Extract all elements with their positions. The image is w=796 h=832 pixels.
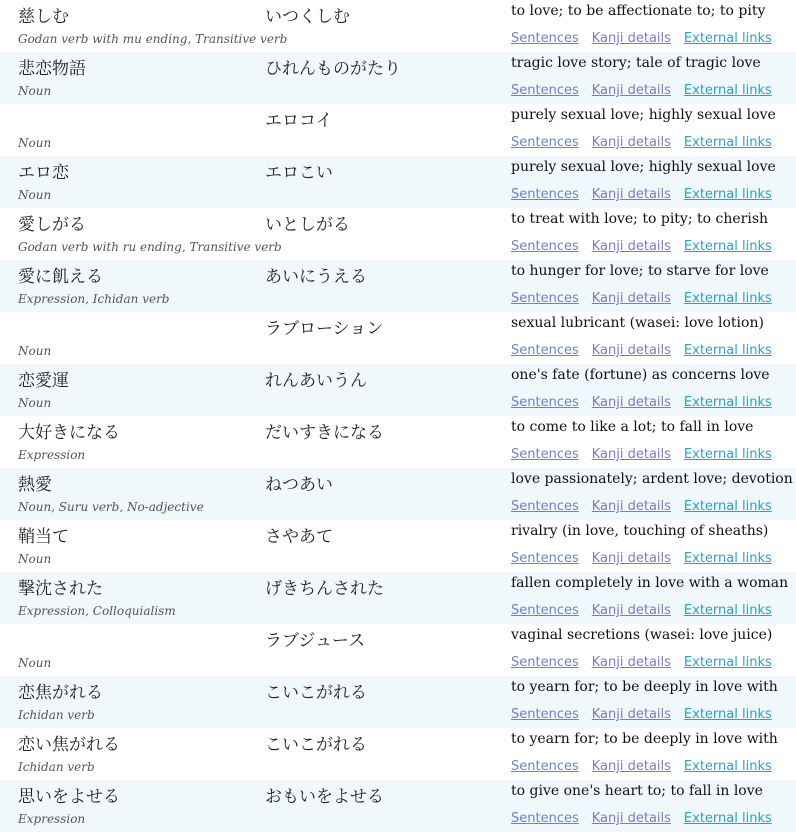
external-links-link[interactable]: External links [683, 551, 772, 566]
meaning-text: to hunger for love; to starve for love [511, 263, 769, 279]
meaning-text: sexual lubricant (wasei: love lotion) [511, 315, 764, 331]
meaning-text: to love; to be affectionate to; to pity [511, 3, 766, 19]
reading-text: いとしがる [265, 215, 350, 235]
reading-text: こいこがれる [265, 683, 367, 703]
entry-links [511, 343, 772, 358]
meaning-text: to give one's heart to; to fall in love [511, 783, 763, 799]
entry-links [511, 603, 772, 618]
kanji-details-link[interactable]: Kanji details [591, 447, 671, 462]
part-of-speech: Ichidan verb [18, 760, 95, 774]
list-item [0, 364, 796, 416]
reading-text: ひれんものがたり [265, 59, 401, 79]
meaning-text: to yearn for; to be deeply in love with [511, 679, 778, 695]
sentences-link[interactable]: Sentences [511, 135, 579, 150]
word-text: 思いをよせる [18, 787, 120, 807]
sentences-link[interactable]: Sentences [511, 239, 579, 254]
external-links-link[interactable]: External links [683, 135, 772, 150]
kanji-details-link[interactable]: Kanji details [591, 31, 671, 46]
sentences-link[interactable]: Sentences [511, 499, 579, 514]
word-text: 愛に飢える [18, 267, 103, 287]
meaning-text: vaginal secretions (wasei: love juice) [511, 627, 773, 643]
external-links-link[interactable]: External links [683, 343, 772, 358]
list-item [0, 52, 796, 104]
kanji-details-link[interactable]: Kanji details [591, 395, 671, 410]
list-item [0, 468, 796, 520]
reading-text: れんあいうん [265, 371, 367, 391]
list-item [0, 780, 796, 832]
kanji-details-link[interactable]: Kanji details [591, 811, 671, 826]
sentences-link[interactable]: Sentences [511, 187, 579, 202]
entry-links [511, 187, 772, 202]
entry-links [511, 551, 772, 566]
kanji-details-link[interactable]: Kanji details [591, 83, 671, 98]
meaning-text: to treat with love; to pity; to cherish [511, 211, 769, 227]
reading-text: ラブローション [265, 319, 384, 339]
entry-links [511, 499, 772, 514]
external-links-link[interactable]: External links [683, 499, 772, 514]
meaning-text: rivalry (in love, touching of sheaths) [511, 523, 769, 539]
part-of-speech: Noun [18, 136, 52, 150]
meaning-text: to come to like a lot; to fall in love [511, 419, 754, 435]
list-item [0, 208, 796, 260]
entry-links [511, 395, 772, 410]
part-of-speech: Noun [18, 84, 52, 98]
word-text: 撃沈された [18, 579, 103, 599]
entry-links [511, 707, 772, 722]
sentences-link[interactable]: Sentences [511, 447, 579, 462]
meaning-text: love passionately; ardent love; devotion [511, 471, 793, 487]
kanji-details-link[interactable]: Kanji details [591, 291, 671, 306]
external-links-link[interactable]: External links [683, 83, 772, 98]
reading-text: あいにうえる [265, 267, 367, 287]
external-links-link[interactable]: External links [683, 447, 772, 462]
word-text: 恋焦がれる [18, 683, 103, 703]
external-links-link[interactable]: External links [683, 187, 772, 202]
sentences-link[interactable]: Sentences [511, 655, 579, 670]
kanji-details-link[interactable]: Kanji details [591, 603, 671, 618]
part-of-speech: Godan verb with ru ending, Transitive verb [18, 240, 282, 254]
word-text: 慈しむ [18, 7, 69, 27]
meaning-text: tragic love story; tale of tragic love [511, 55, 761, 71]
reading-text: こいこがれる [265, 735, 367, 755]
sentences-link[interactable]: Sentences [511, 811, 579, 826]
entry-links [511, 83, 772, 98]
part-of-speech: Noun [18, 188, 52, 202]
reading-text: げきちんされた [265, 579, 384, 599]
sentences-link[interactable]: Sentences [511, 31, 579, 46]
reading-text: エロこい [265, 163, 333, 183]
kanji-details-link[interactable]: Kanji details [591, 707, 671, 722]
reading-text: ラブジュース [265, 631, 366, 651]
kanji-details-link[interactable]: Kanji details [591, 499, 671, 514]
kanji-details-link[interactable]: Kanji details [591, 551, 671, 566]
entry-links [511, 291, 772, 306]
part-of-speech: Noun [18, 552, 52, 566]
sentences-link[interactable]: Sentences [511, 759, 579, 774]
part-of-speech: Noun, Suru verb, No-adjective [18, 500, 204, 514]
reading-text: いつくしむ [265, 7, 350, 27]
part-of-speech: Ichidan verb [18, 708, 95, 722]
list-item [0, 416, 796, 468]
list-item [0, 104, 796, 156]
word-text: 恋い焦がれる [18, 735, 120, 755]
sentences-link[interactable]: Sentences [511, 343, 579, 358]
word-text: エロ恋 [18, 163, 69, 183]
sentences-link[interactable]: Sentences [511, 291, 579, 306]
part-of-speech: Expression, Ichidan verb [18, 292, 170, 306]
external-links-link[interactable]: External links [683, 655, 772, 670]
word-text: 悲恋物語 [18, 59, 86, 79]
external-links-link[interactable]: External links [683, 603, 772, 618]
meaning-text: fallen completely in love with a woman [511, 575, 789, 591]
list-item [0, 520, 796, 572]
part-of-speech: Noun [18, 344, 52, 358]
kanji-details-link[interactable]: Kanji details [591, 187, 671, 202]
entry-links [511, 239, 772, 254]
part-of-speech: Expression [18, 812, 86, 826]
kanji-details-link[interactable]: Kanji details [591, 135, 671, 150]
external-links-link[interactable]: External links [683, 395, 772, 410]
external-links-link[interactable]: External links [683, 31, 772, 46]
list-item [0, 156, 796, 208]
list-item [0, 676, 796, 728]
reading-text: さやあて [265, 527, 333, 547]
reading-text: エロコイ [265, 111, 333, 131]
kanji-details-link[interactable]: Kanji details [591, 343, 671, 358]
sentences-link[interactable]: Sentences [511, 395, 579, 410]
part-of-speech: Noun [18, 656, 52, 670]
part-of-speech: Expression [18, 448, 86, 462]
word-text: 鞘当て [18, 527, 69, 547]
kanji-details-link[interactable]: Kanji details [591, 655, 671, 670]
word-text: 熱愛 [18, 475, 52, 495]
list-item [0, 624, 796, 676]
meaning-text: purely sexual love; highly sexual love [511, 107, 776, 123]
list-item [0, 0, 796, 52]
external-links-link[interactable]: External links [683, 291, 772, 306]
external-links-link[interactable]: External links [683, 239, 772, 254]
kanji-details-link[interactable]: Kanji details [591, 759, 671, 774]
meaning-text: purely sexual love; highly sexual love [511, 159, 776, 175]
list-item [0, 260, 796, 312]
entry-links [511, 447, 772, 462]
reading-text: おもいをよせる [265, 787, 384, 807]
external-links-link[interactable]: External links [683, 707, 772, 722]
part-of-speech: Expression, Colloquialism [18, 604, 176, 618]
reading-text: だいすきになる [265, 423, 384, 443]
meaning-text: one's fate (fortune) as concerns love [511, 367, 770, 383]
reading-text: ねつあい [265, 475, 333, 495]
external-links-link[interactable]: External links [683, 811, 772, 826]
word-text: 愛しがる [18, 215, 86, 235]
list-item [0, 728, 796, 780]
kanji-details-link[interactable]: Kanji details [591, 239, 671, 254]
entry-links [511, 759, 772, 774]
sentences-link[interactable]: Sentences [511, 551, 579, 566]
list-item [0, 312, 796, 364]
entry-links [511, 655, 772, 670]
entry-links [511, 31, 772, 46]
sentences-link[interactable]: Sentences [511, 603, 579, 618]
entry-links [511, 135, 772, 150]
list-item [0, 572, 796, 624]
word-text: 大好きになる [18, 423, 120, 443]
sentences-link[interactable]: Sentences [511, 83, 579, 98]
sentences-link[interactable]: Sentences [511, 707, 579, 722]
part-of-speech: Noun [18, 396, 52, 410]
external-links-link[interactable]: External links [683, 759, 772, 774]
word-text: 恋愛運 [18, 371, 69, 391]
entry-links [511, 811, 772, 826]
part-of-speech: Godan verb with mu ending, Transitive verb [18, 32, 288, 46]
meaning-text: to yearn for; to be deeply in love with [511, 731, 778, 747]
